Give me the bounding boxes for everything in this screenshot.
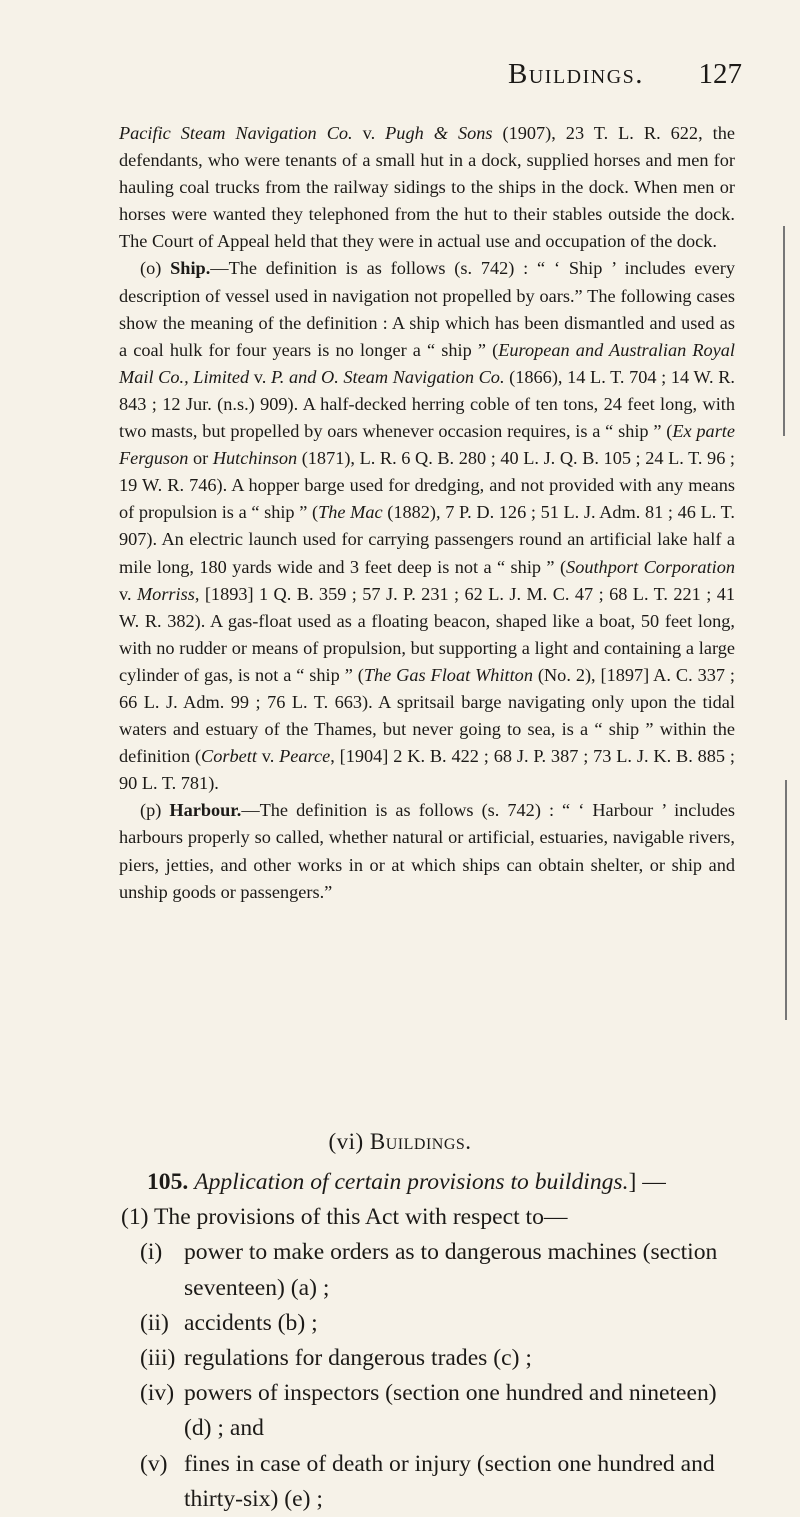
section-title: Buildings. (369, 1129, 472, 1154)
list-item (121, 1376, 749, 1446)
list-item (121, 1306, 749, 1341)
margin-rule (783, 226, 785, 436)
item-mark: (iii) (140, 1345, 176, 1372)
item-mark: (i) (140, 1239, 163, 1266)
paragraph-text: (1907), 23 T. L. R. 622, the defendants, who were tenants of a small hut in a dock, supplied horses and men for hauling coal trucks from the railway sidings to the ships in the dock. When men or horses were wanted they telephoned from the hut to their stables outside the dock. The Court of Appeal held that they were in actual use and occupation of the dock. (119, 123, 735, 252)
paragraph-text: —The definition is as follows (s. 742) : “ ‘ Ship ’ includes every description of vessel used in navigation not propelled by oars.” The following cases show the meaning of the definition : A ship which has been dismantled and used as a coal hulk for four years is no longer a “ ship ” ( (119, 258, 736, 360)
paragraph-text: , [1893] 1 Q. B. 359 ; 57 J. P. 231 ; 62 L. J. M. C. 47 ; 68 L. T. 221 ; 41 W. R. 382). A gas-float used as a floating beacon, shaped like a boat, 50 feet long, with no rudder or means of propulsion, but supporting a light and containing a large cylinder of gas, is not a “ ship ” ( (119, 583, 736, 685)
item-text: powers of inspectors (section one hundred and nineteen) (d) ; and (184, 1380, 717, 1442)
versus: v. (119, 583, 137, 604)
running-header (120, 58, 742, 98)
paragraph-text: (No. 2), [1897] A. C. 337 ; 66 L. J. Adm. 99 ; 76 L. T. 663). A spritsail barge navigating only upon the tidal waters and estuary of the Thames, but never going to sea, is a “ ship ” within the definition ( (119, 664, 735, 767)
note-heading: Harbour. (169, 800, 242, 821)
section-number: (vi) (328, 1129, 370, 1154)
case-name: The Gas Float Whitton (363, 664, 533, 685)
case-name: Morriss (136, 583, 195, 604)
item-mark: (v) (140, 1450, 168, 1477)
section-heading (0, 1129, 800, 1155)
paragraph-pacific-steam (119, 120, 735, 255)
note-label: (p) (140, 800, 170, 821)
case-name: Pugh & Sons (385, 123, 493, 143)
note-label: (o) (140, 258, 171, 279)
paragraph-text: , [1904] 2 K. B. 422 ; 68 J. P. 387 ; 73 L. J. K. B. 885 ; 90 L. T. 781). (119, 746, 735, 794)
case-name: Corbett (201, 746, 257, 767)
versus: v. (352, 123, 386, 143)
versus: v. (249, 366, 271, 387)
statute-section (121, 1165, 749, 1517)
case-name: P. and O. Steam Navigation Co. (270, 366, 505, 387)
item-mark: (iv) (140, 1380, 175, 1407)
paragraph-text: or (188, 448, 213, 469)
statute-heading (121, 1165, 749, 1200)
item-mark: (ii) (140, 1309, 169, 1336)
list-item (121, 1341, 749, 1376)
case-name: Ex parte Ferguson (119, 421, 735, 469)
page-number: 127 (698, 58, 742, 90)
paragraph-text: (1882), 7 P. D. 126 ; 51 L. J. Adm. 81 ; 46 L. T. 907). An electric launch used for carrying passengers round an artificial lake half a mile long, 180 yards wide and 3 feet deep is not a “ ship ” ( (119, 502, 735, 577)
paragraph-text: (1871), L. R. 6 Q. B. 280 ; 40 L. J. Q. B. 105 ; 24 L. T. 96 ; 19 W. R. 746). A hopper barge used for dredging, and not provided with any means of propulsion is a “ ship ” ( (119, 448, 735, 523)
commentary-text (119, 120, 735, 906)
case-name: Pearce (279, 746, 331, 767)
versus: v. (256, 746, 280, 767)
note-heading: Ship. (170, 258, 211, 279)
item-text: fines in case of death or injury (section one hundred and thirty-six) (e) ; (184, 1450, 715, 1512)
margin-rule (785, 780, 787, 1020)
case-name: The Mac (318, 502, 383, 523)
paragraph-harbour (119, 797, 735, 905)
section-no: 105. (147, 1169, 189, 1195)
subsection: (1) The provisions of this Act with respect to— (121, 1204, 568, 1231)
paragraph-text: (1866), 14 L. T. 704 ; 14 W. R. 843 ; 12 Jur. (n.s.) 909). A half-decked herring coble of ten tons, 24 feet long, with two masts, but propelled by oars whenever occasion requires, is a “ ship ” ( (119, 366, 735, 442)
paragraph-ship (119, 255, 735, 797)
marginal-title: Application of certain provisions to buildings. (194, 1169, 629, 1195)
list-item (121, 1447, 749, 1517)
case-name: Pacific Steam Navigation Co. (119, 123, 353, 143)
case-name: Southport Corporation (566, 556, 735, 577)
title-dash: ] — (628, 1169, 666, 1195)
item-text: regulations for dangerous trades (c) ; (184, 1345, 532, 1372)
case-name: European and Australian Royal Mail Co., Limited (119, 339, 736, 387)
running-title: Buildings. (508, 58, 645, 90)
item-text: accidents (b) ; (184, 1309, 318, 1336)
paragraph-text: —The definition is as follows (s. 742) : “ ‘ Harbour ’ includes harbours properly so called, whether natural or artificial, estuaries, navigable rivers, piers, jetties, and other works in or at which ships can obtain shelter, or ship and unship goods or passengers.” (119, 800, 735, 902)
list-item (121, 1235, 749, 1305)
item-text: power to make orders as to dangerous machines (section seventeen) (a) ; (184, 1239, 718, 1301)
case-name: Hutchinson (212, 448, 298, 469)
